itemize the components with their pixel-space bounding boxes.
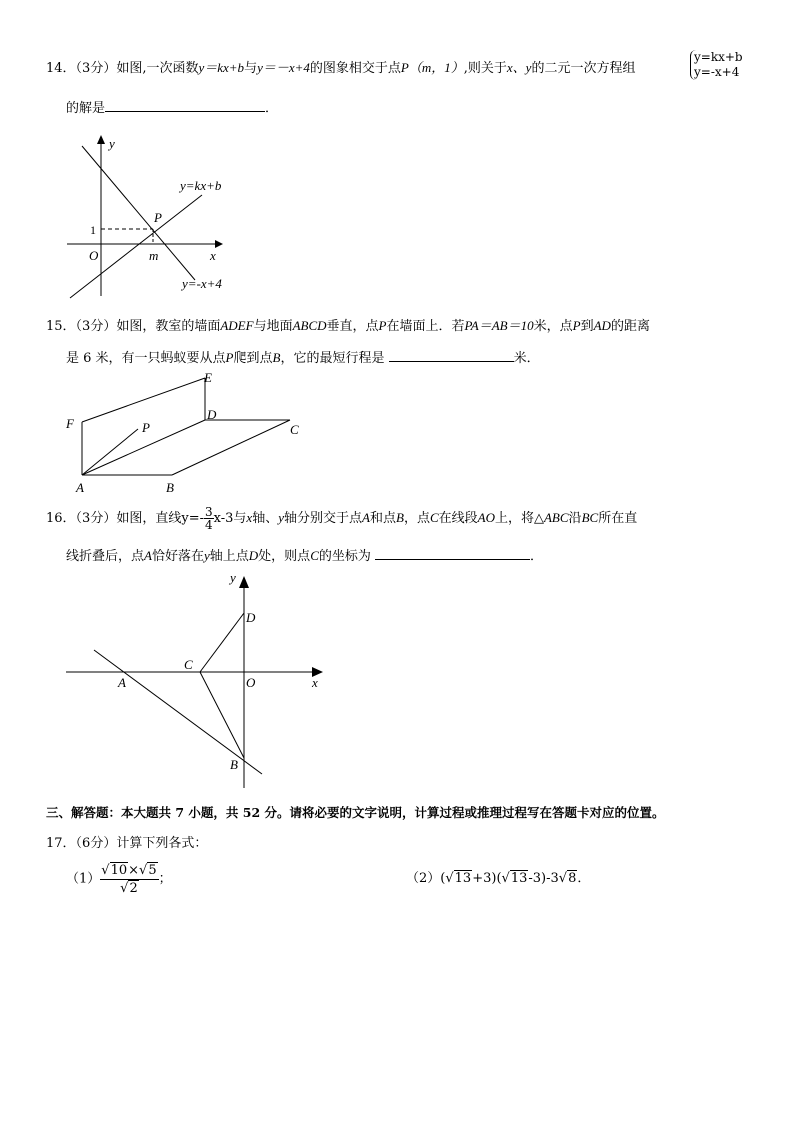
q16-text: 在线段	[438, 511, 478, 526]
fraction-denominator: 4	[204, 518, 213, 532]
q16-text: 恰好落在	[151, 549, 204, 564]
q15-text: 在墙面上．若	[386, 319, 465, 334]
label-B: B	[230, 757, 238, 772]
q17-part1-label: （1）	[66, 871, 101, 887]
sqrt-radicand: 10	[110, 863, 128, 878]
answer-blank[interactable]	[375, 545, 530, 560]
q15-text: 米，点	[533, 319, 573, 334]
q14-line2	[66, 97, 278, 118]
q17-part2: （2）(√13+3)(√13-3)-3√8．	[406, 871, 591, 886]
q16-text: 上，将△	[494, 511, 544, 526]
label-y: y	[109, 136, 115, 151]
q16-eq: x-3	[213, 511, 234, 526]
q17-number: 17．	[46, 836, 76, 851]
q16-end: ．	[530, 549, 544, 564]
edge-CB	[172, 420, 290, 475]
q16-text: 沿	[568, 511, 582, 526]
times-sign: ×	[128, 863, 140, 878]
q14-text: 如图,一次函数	[116, 61, 199, 76]
q14-eq2: y＝－x+4	[257, 60, 310, 75]
q16-BC: BC	[581, 510, 599, 525]
label-p: P	[154, 210, 162, 225]
q16-text: 所在直	[598, 511, 638, 526]
q16-text: 处，则点	[258, 549, 311, 564]
q17-part2-text: -3)	[528, 871, 547, 886]
sqrt-radicand: 13	[510, 871, 528, 886]
q15-ground: ABCD	[292, 318, 327, 333]
q14-system-row2: y=-x+4	[694, 65, 740, 79]
q16-text: ，点	[403, 511, 430, 526]
q16-AO: AO	[477, 510, 495, 525]
label-D: D	[207, 407, 217, 422]
paren: (	[440, 871, 446, 886]
q17-text: 计算下列各式：	[116, 836, 208, 851]
segment-CD	[200, 613, 244, 672]
q16-line1	[46, 506, 637, 531]
paren: (	[496, 871, 502, 886]
q17-part2-text: -3	[546, 871, 559, 886]
q16-C: C	[429, 510, 439, 525]
q15-b: B	[272, 350, 281, 365]
label-D: D	[246, 610, 256, 625]
edge-FE	[82, 378, 205, 422]
label-line2: y=-x+4	[182, 276, 222, 291]
q14-text: 的图象相交于点	[309, 61, 401, 76]
q16-text: 与	[233, 511, 247, 526]
q14-figure	[62, 130, 252, 300]
label-P: P	[142, 420, 150, 435]
q15-text: 如图，教室的墙面	[116, 319, 221, 334]
q14-eq1: y＝kx+b	[198, 60, 245, 75]
q17-header	[46, 835, 207, 853]
q15-figure	[60, 368, 320, 500]
y-axis-arrow	[239, 576, 249, 588]
q15-p: P	[225, 350, 234, 365]
q14-line1	[46, 59, 635, 78]
q14-system-row1: y=kx+b	[694, 50, 743, 64]
section-3-title: 三、解答题：本大题共 7 小题，共 52 分。请将必要的文字说明，计算过程或推理过程写在答题卡对应的位置。	[46, 805, 665, 820]
q14-score: （3分）	[75, 61, 117, 76]
q15-number: 15．	[46, 319, 76, 334]
answer-blank[interactable]	[105, 97, 265, 112]
label-x: x	[210, 248, 216, 263]
q16-A: A	[144, 548, 152, 563]
x-axis-arrow	[215, 240, 223, 248]
sqrt-radicand: 8	[568, 871, 577, 886]
q14-vars: x、y	[506, 60, 532, 75]
label-C: C	[184, 657, 193, 672]
q16-B: B	[395, 510, 404, 525]
label-line1: y=kx+b	[180, 178, 222, 193]
q14-equation-system	[690, 50, 743, 80]
q15-text: 爬到点	[233, 351, 273, 366]
sqrt-radicand: 2	[129, 881, 138, 896]
label-y: y	[230, 570, 236, 585]
q16-C: C	[310, 548, 319, 563]
q14-number: 14．	[46, 61, 76, 76]
q16-score: （3分）	[75, 511, 117, 526]
q16-text: 的坐标为	[318, 549, 371, 564]
q15-line1	[46, 317, 650, 336]
q17-part1-end: ；	[158, 871, 172, 887]
q15-p: P	[572, 318, 581, 333]
q17-part2-label: （2）	[406, 871, 441, 886]
q14-text: ,则关于	[463, 61, 507, 76]
q16-fraction	[204, 506, 214, 531]
q17-part2-text: +3)	[472, 871, 497, 886]
label-C: C	[290, 422, 299, 437]
q17-part1	[66, 862, 172, 897]
label-B: B	[166, 480, 174, 495]
q15-wall: ADEF	[220, 318, 254, 333]
label-F: F	[66, 416, 74, 431]
q16-y: y	[278, 510, 284, 525]
q15-ad: AD	[593, 318, 611, 333]
label-A: A	[118, 675, 126, 690]
q16-number: 16．	[46, 511, 76, 526]
q16-D: D	[248, 548, 259, 563]
label-1: 1	[90, 223, 96, 237]
q15-text: ，它的最短行程是	[280, 351, 385, 366]
label-A: A	[76, 480, 84, 495]
q14-end: ．	[265, 101, 279, 116]
fraction-denominator: √2	[120, 881, 138, 896]
sqrt-radicand: 5	[148, 863, 157, 878]
q14-text: 的二元一次方程组	[531, 61, 636, 76]
segment-PA	[82, 429, 138, 475]
q16-text: 和点	[369, 511, 396, 526]
q16-text: 线折叠后，点	[66, 549, 145, 564]
q16-eq: y=-	[181, 511, 204, 526]
q16-text: 轴上点	[209, 549, 249, 564]
label-E: E	[204, 370, 212, 385]
fraction-numerator: 3	[204, 505, 213, 519]
q14-point: P（m，1）	[400, 60, 464, 75]
q17-score: （6分）	[75, 836, 117, 851]
label-O: O	[246, 675, 256, 690]
q16-ABC: ABC	[543, 510, 569, 525]
q15-p: P	[378, 318, 387, 333]
q17-part1-fraction	[100, 862, 158, 897]
q16-figure	[60, 566, 340, 796]
q15-text: 的距离	[610, 319, 650, 334]
fraction-numerator: √10×√5	[101, 863, 157, 878]
q15-text: 到	[580, 319, 594, 334]
q17-part2-end: ．	[577, 871, 591, 886]
q16-text: 轴、	[252, 511, 279, 526]
q15-line2	[66, 347, 540, 368]
line-AB	[94, 650, 262, 774]
answer-blank[interactable]	[389, 347, 514, 362]
q16-text: 轴分别交于点	[284, 511, 363, 526]
q16-y: y	[203, 548, 210, 563]
q15-text: 与地面	[253, 319, 293, 334]
q15-pa-ab: PA＝AB＝10	[464, 318, 534, 333]
label-x: x	[312, 675, 318, 690]
q14-text: 与	[244, 61, 258, 76]
q15-text: 垂直，点	[326, 319, 379, 334]
q16-A: A	[362, 510, 370, 525]
line-y-neg-x-plus-4	[82, 146, 195, 280]
q16-text: 如图，直线	[116, 511, 182, 526]
q15-text: 米．	[513, 351, 540, 366]
q14-text: 的解是	[66, 101, 106, 116]
q16-line2	[66, 545, 543, 566]
q15-score: （3分）	[75, 319, 117, 334]
q15-text: 是 6 米，有一只蚂蚁要从点	[66, 351, 226, 366]
q16-x: x	[246, 510, 253, 525]
label-origin: O	[89, 248, 99, 263]
label-m: m	[149, 248, 159, 263]
sqrt-radicand: 13	[454, 871, 472, 886]
y-axis-arrow	[97, 135, 105, 144]
segment-CB	[200, 672, 244, 758]
